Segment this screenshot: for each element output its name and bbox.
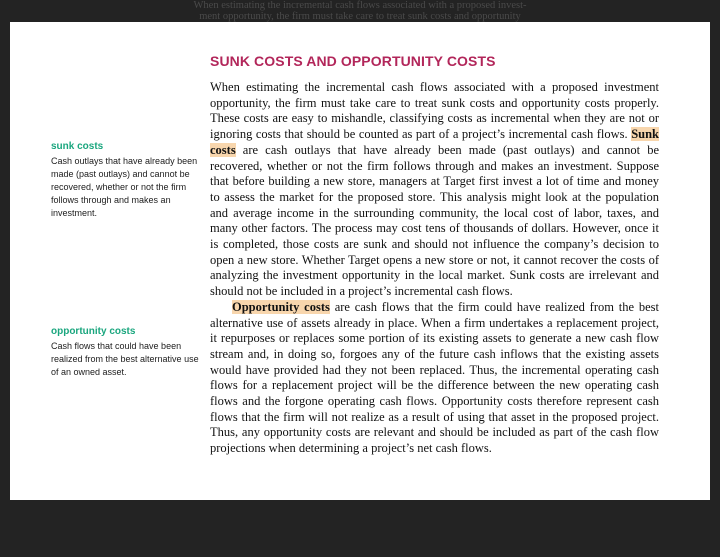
highlighted-term-sunk-costs: Sunk costs [210, 127, 659, 157]
book-page [10, 22, 710, 500]
previous-page-ghost-text [0, 0, 720, 22]
margin-term: opportunity costs [51, 326, 136, 337]
viewer-bottom-area [0, 500, 720, 557]
highlighted-term-opportunity-costs: Opportunity costs [232, 299, 330, 314]
margin-term: sunk costs [51, 141, 104, 152]
margin-definition: Cash outlays that have already been made (past outlays) and cannot be recovered, whether or not the firm follows through and makes an investment. [51, 156, 198, 218]
ghost-line-1: When estimating the incremental cash flows associated with a proposed invest- [193, 0, 527, 11]
margin-note-sunk-costs [51, 140, 201, 220]
paragraph-sunk-costs [210, 80, 659, 300]
paragraph-opportunity-costs [210, 300, 659, 457]
ghost-line-2: ment opportunity, the firm must take care to treat sunk costs and opportunity [199, 11, 521, 22]
section-title: SUNK COSTS AND OPPORTUNITY COSTS [210, 53, 496, 69]
paragraph-text: are cash outlays that have already been made (past outlays) and cannot be recovered, whether or not the firm follows through and makes an investment. Suppose that before building a new store, managers at Target first invest a lot of time and money to assess the market for the proposed store. This analysis might look at the population and average income in the surrounding community, the local cost of labor, taxes, and many other factors. The process may cost tens of thousands of dollars. However, once it is completed, those costs are sunk and should not influence the company’s decision to open a new store. Whether Target opens a new store or not, it cannot recover the costs of analyzing the investment opportunity in the local market. Sunk costs are irrelevant and should not be included in a project’s incremental cash flows. [210, 142, 659, 299]
paragraph-text: are cash flows that the firm could have realized from the best alternative use of assets already in place. When a firm undertakes a replacement project, it repurposes or replaces some portion of its existing assets to generate a new cash flow stream and, in doing so, forgoes any of the future cash inflows that the existing assets would have provided had they not been replaced. Thus, the incremental operating cash flows for a replacement project will be the difference between the new operating cash flows and the forgone operating cash flows. Opportunity costs therefore represent cash flows that the firm will not realize as a result of using that asset in the proposed project. Thus, any opportunity costs are relevant and should be included as part of the cash flow projections when determining a project’s net cash flows. [210, 299, 660, 456]
paragraph-text: When estimating the incremental cash flows associated with a proposed investment opportunity, the firm must take care to treat sunk costs and opportunity costs properly. These costs are easy to mishandle, classifying costs as incremental when they are not or ignoring costs that should be counted as part of a project’s incremental cash flows. [210, 80, 659, 142]
margin-definition: Cash flows that could have been realized from the best alternative use of an owned asset. [51, 341, 199, 377]
margin-note-opportunity-costs [51, 325, 201, 379]
main-text-column [210, 52, 659, 457]
